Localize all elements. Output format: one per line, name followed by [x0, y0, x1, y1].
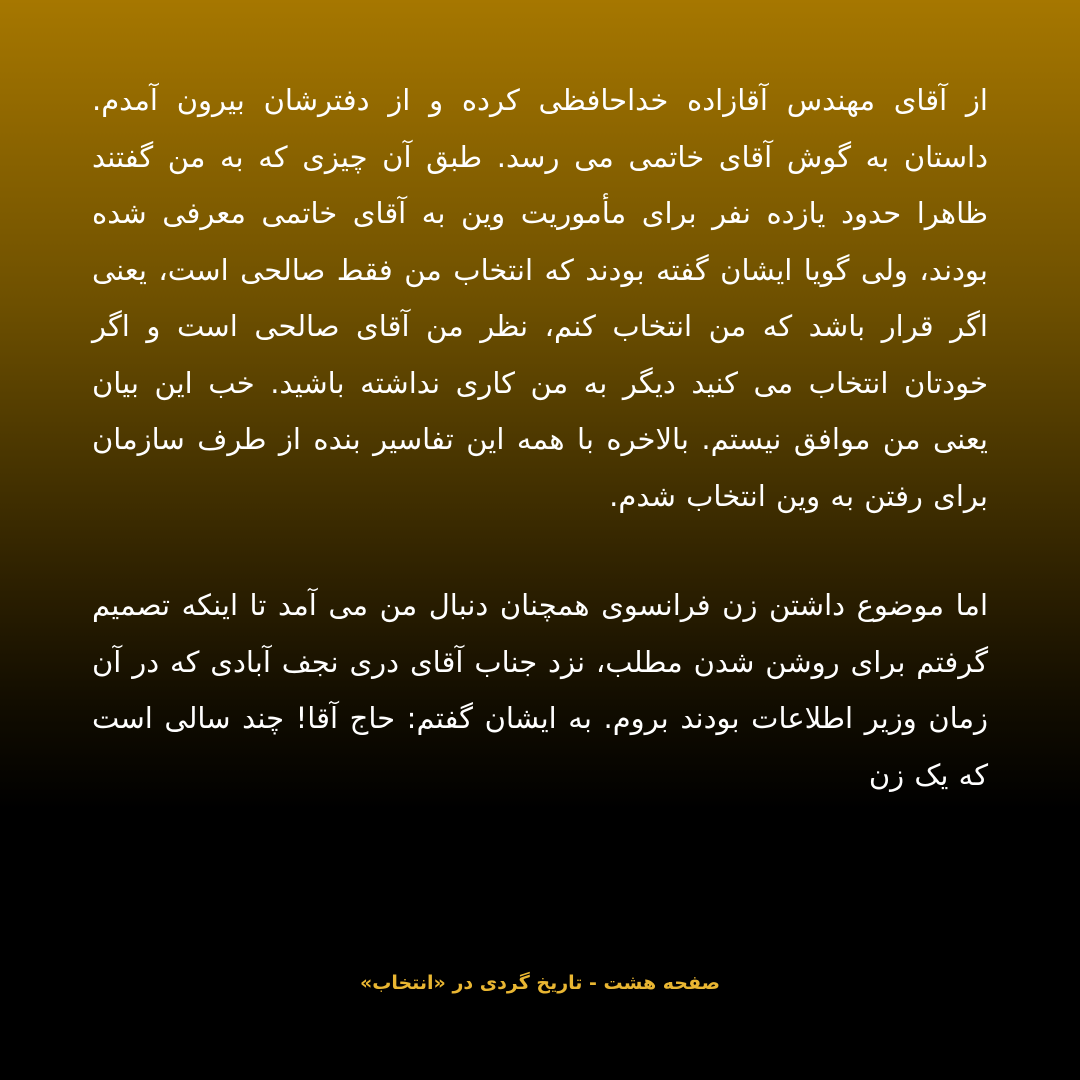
paragraph-1: از آقای مهندس آقازاده خداحافظی کرده و از دفترشان بیرون آمدم. داستان به گوش آقای خاتمی می رسد. طبق آن چیزی که به من گفتند ظاهرا حدود یازده نفر برای مأموریت وین به آقای خاتمی معرفی شده بودند، ولی گویا ایشان گفته بودند که انتخاب من فقط صالحی است، یعنی اگر قرار باشد که من انتخاب کنم، نظر من آقای صالحی است و اگر خودتان انتخاب می کنید دیگر به من کاری نداشته باشید. خب این بیان یعنی من موافق نیستم. بالاخره با همه این تفاسیر بنده از طرف سازمان برای رفتن به وین انتخاب شدم. — [92, 83, 988, 513]
paragraph-2: اما موضوع داشتن زن فرانسوی همچنان دنبال من می آمد تا اینکه تصمیم گرفتم برای روشن شدن مطلب، نزد جناب آقای دری نجف آبادی که در آن زمان وزیر اطلاعات بودند بروم. به ایشان گفتم: حاج آقا! چند سالی است که یک زن — [92, 588, 988, 792]
page-content — [92, 72, 988, 803]
page-footer-caption: صفحه هشت - تاریخ گردی در «انتخاب» — [359, 972, 721, 994]
